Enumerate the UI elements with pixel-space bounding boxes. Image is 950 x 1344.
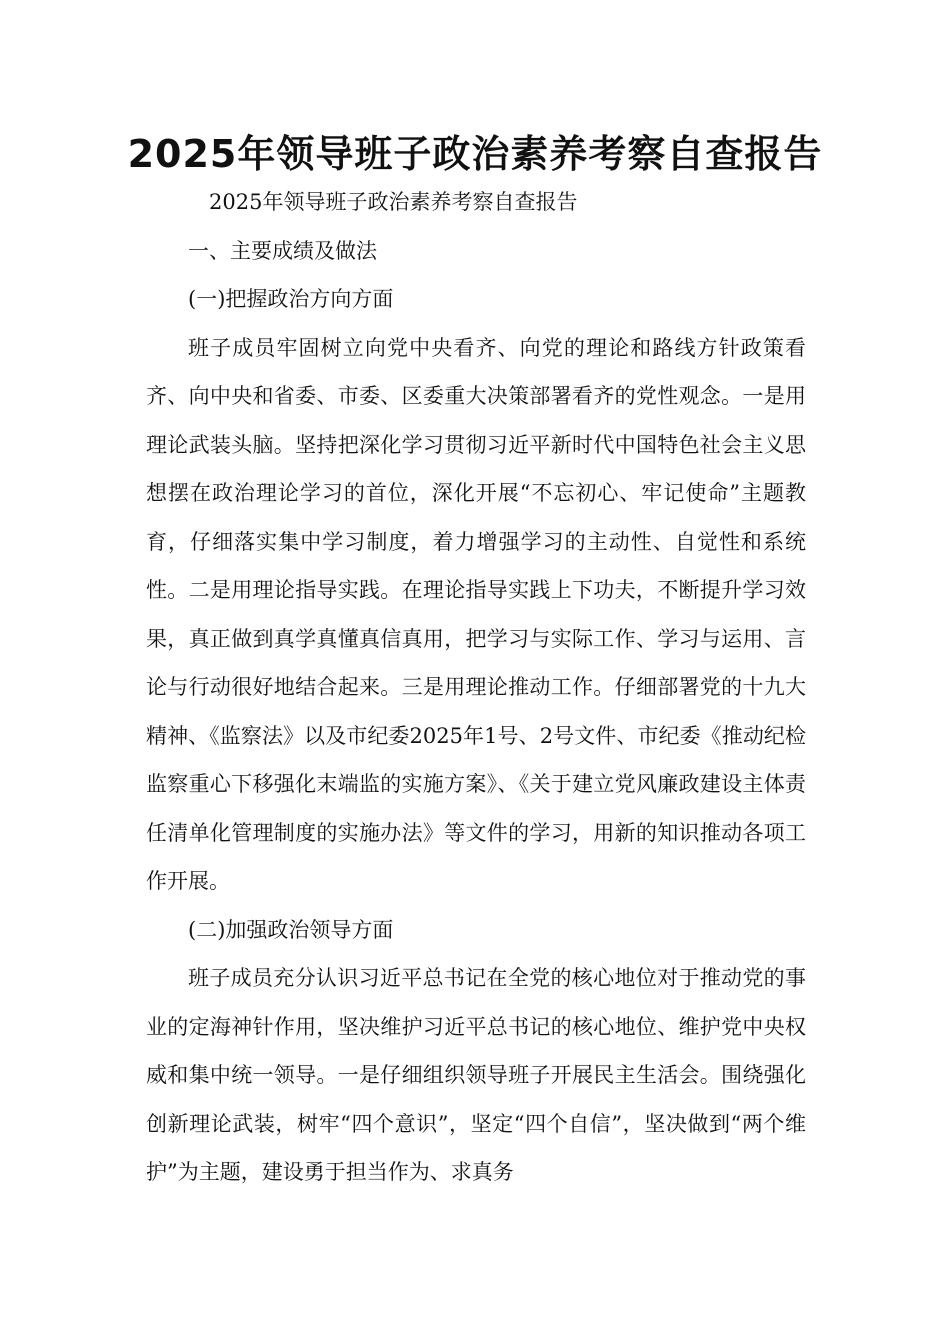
document-subtitle: 2025年领导班子政治素养考察自查报告	[209, 190, 578, 214]
body-paragraph: 班子成员充分认识习近平总书记在全党的核心地位对于推动党的事业的定海神针作用，坚决维护习近平总书记的核心地位、维护党中央权威和集中统一领导。一是仔细组织领导班子开展民主生活会。围绕强化创新理论武装，树牢“四个意识”，坚定“四个自信”，坚决做到“两个维护”为主题，建设勇于担当作为、求真务	[146, 966, 806, 1184]
subsection-heading-political-leadership: (二)加强政治领导方面	[188, 917, 394, 942]
body-paragraph: 班子成员牢固树立向党中央看齐、向党的理论和路线方针政策看齐、向中央和省委、市委、区委重大决策部署看齐的党性观念。一是用理论武装头脑。坚持把深化学习贯彻习近平新时代中国特色社会主义思想摆在政治理论学习的首位，深化开展“不忘初心、牢记使命”主题教育，仔细落实集中学习制度，着力增强学习的主动性、自觉性和系统性。二是用理论指导实践。在理论指导实践上下功夫，不断提升学习效果，真正做到真学真懂真信真用，把学习与实际工作、学习与运用、言论与行动很好地结合起来。三是用理论推动工作。仔细部署党的十九大精神、《监察法》以及市纪委2025年1号、2号文件、市纪委《推动纪检监察重心下移强化末端监的实施方案》、《关于建立党风廉政建设主体责任清单化管理制度的实施办法》等文件的学习，用新的知识推动各项工作开展。	[146, 335, 806, 893]
document-title: 2025年领导班子政治素养考察自查报告	[127, 132, 823, 176]
section-heading-main-achievements: 一、主要成绩及做法	[188, 238, 377, 263]
subsection-heading-political-direction: (一)把握政治方向方面	[188, 287, 394, 311]
document-body	[146, 178, 806, 1197]
